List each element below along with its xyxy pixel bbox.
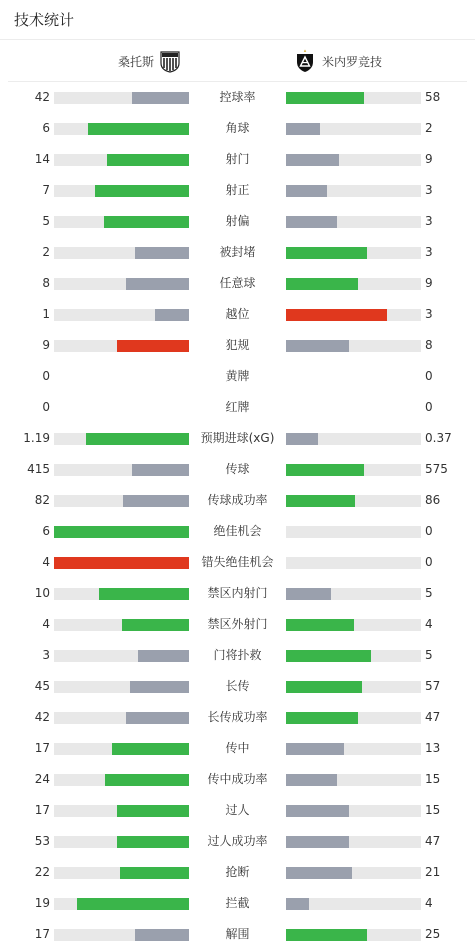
away-value: 4 [425, 617, 433, 631]
away-bar-fill [286, 309, 387, 321]
away-value: 0 [425, 369, 433, 383]
home-bar [54, 216, 189, 228]
away-value: 15 [425, 803, 441, 817]
away-value: 3 [425, 183, 433, 197]
away-value: 3 [425, 214, 433, 228]
away-bar [286, 681, 421, 693]
stat-label: 射正 [225, 183, 250, 197]
home-bar-fill [132, 92, 189, 104]
teams-row [8, 40, 467, 82]
away-bar [286, 433, 421, 445]
stat-row [0, 361, 475, 392]
home-bar [54, 154, 189, 166]
stat-row [0, 702, 475, 733]
stat-label: 传球 [225, 462, 250, 476]
stat-label: 传中成功率 [207, 772, 268, 786]
home-bar-fill [130, 681, 189, 693]
away-bar [286, 495, 421, 507]
away-bar-fill [286, 681, 362, 693]
home-bar [54, 464, 189, 476]
home-value: 17 [34, 741, 50, 755]
stat-label: 禁区内射门 [207, 586, 268, 600]
stat-label: 越位 [225, 307, 250, 321]
away-bar [286, 557, 421, 569]
away-bar [286, 185, 421, 197]
stat-row [0, 671, 475, 702]
away-bar-fill [286, 278, 358, 290]
away-value: 58 [425, 90, 441, 104]
stat-row [0, 857, 475, 888]
home-bar-fill [95, 185, 190, 197]
stat-row [0, 299, 475, 330]
stat-row [0, 516, 475, 547]
home-bar-fill [99, 588, 189, 600]
away-value: 0 [425, 555, 433, 569]
away-bar-fill [286, 433, 318, 445]
away-bar-fill [286, 588, 331, 600]
away-bar [286, 92, 421, 104]
home-value: 53 [34, 834, 50, 848]
home-value: 1 [42, 307, 50, 321]
home-value: 6 [42, 524, 50, 538]
stats-list [0, 82, 475, 950]
home-bar [54, 340, 189, 352]
home-bar [54, 743, 189, 755]
stat-label: 犯规 [225, 338, 250, 352]
stat-row [0, 485, 475, 516]
away-bar [286, 464, 421, 476]
stat-label: 长传 [225, 679, 250, 693]
away-value: 47 [425, 834, 441, 848]
stat-label: 被封堵 [219, 245, 256, 259]
away-bar-fill [286, 464, 364, 476]
stat-label: 长传成功率 [207, 710, 268, 724]
away-value: 4 [425, 896, 433, 910]
home-value: 6 [42, 121, 50, 135]
away-bar [286, 650, 421, 662]
home-bar-fill [112, 743, 189, 755]
stat-row [0, 733, 475, 764]
home-value: 10 [34, 586, 50, 600]
away-value: 21 [425, 865, 441, 879]
away-bar-fill [286, 247, 367, 259]
away-bar [286, 309, 421, 321]
away-bar-fill [286, 836, 349, 848]
home-bar-fill [107, 154, 189, 166]
away-bar [286, 929, 421, 941]
away-value: 57 [425, 679, 441, 693]
home-value: 7 [42, 183, 50, 197]
stat-row [0, 454, 475, 485]
home-bar [54, 309, 189, 321]
stat-label: 射门 [225, 152, 250, 166]
away-value: 13 [425, 741, 441, 755]
stat-row [0, 547, 475, 578]
home-bar [54, 92, 189, 104]
away-bar [286, 340, 421, 352]
home-bar [54, 123, 189, 135]
home-bar [54, 278, 189, 290]
away-bar [286, 743, 421, 755]
home-value: 0 [42, 369, 50, 383]
home-bar [54, 712, 189, 724]
away-bar-fill [286, 650, 371, 662]
home-value: 4 [42, 617, 50, 631]
stat-label: 预期进球(xG) [200, 431, 275, 445]
section-title: 技术统计 [14, 11, 75, 29]
away-bar-fill [286, 216, 337, 228]
stat-label: 射偏 [225, 214, 250, 228]
home-bar-fill [132, 464, 189, 476]
stat-row [0, 392, 475, 423]
home-value: 415 [27, 462, 50, 476]
home-value: 42 [34, 90, 50, 104]
away-value: 3 [425, 245, 433, 259]
stat-label: 传球成功率 [207, 493, 268, 507]
home-value: 9 [42, 338, 50, 352]
home-bar [54, 929, 189, 941]
away-bar-fill [286, 123, 320, 135]
home-bar [54, 805, 189, 817]
away-bar-fill [286, 185, 327, 197]
away-value: 0 [425, 400, 433, 414]
away-value: 0 [425, 524, 433, 538]
home-bar-fill [123, 495, 189, 507]
away-bar [286, 216, 421, 228]
stat-row [0, 237, 475, 268]
home-bar [54, 774, 189, 786]
stat-row [0, 795, 475, 826]
home-bar-fill [77, 898, 189, 910]
stat-label: 角球 [225, 121, 250, 135]
away-bar-fill [286, 340, 349, 352]
away-bar [286, 588, 421, 600]
stat-label: 门将扑救 [213, 648, 262, 662]
home-bar-fill [120, 867, 189, 879]
home-bar-fill [135, 929, 189, 941]
stat-row [0, 175, 475, 206]
stat-row [0, 268, 475, 299]
away-bar [286, 836, 421, 848]
stat-label: 过人成功率 [207, 834, 268, 848]
away-bar-fill [286, 898, 309, 910]
away-bar [286, 619, 421, 631]
home-value: 14 [34, 152, 50, 166]
home-bar-fill [54, 526, 189, 538]
home-value: 22 [34, 865, 50, 879]
away-bar-fill [286, 154, 339, 166]
stat-label: 抢断 [225, 865, 250, 879]
away-value: 5 [425, 648, 433, 662]
away-bar-fill [286, 929, 367, 941]
home-bar [54, 836, 189, 848]
stat-row [0, 888, 475, 919]
away-bar [286, 154, 421, 166]
home-value: 4 [42, 555, 50, 569]
home-bar-fill [135, 247, 189, 259]
home-value: 17 [34, 927, 50, 941]
away-value: 47 [425, 710, 441, 724]
away-value: 2 [425, 121, 433, 135]
stat-label: 任意球 [219, 276, 256, 290]
home-bar-fill [105, 774, 189, 786]
home-value: 1.19 [23, 431, 50, 445]
home-team[interactable] [118, 40, 181, 82]
stat-row [0, 144, 475, 175]
away-team-name: 米内罗竞技 [322, 54, 383, 69]
section-header [0, 0, 475, 40]
home-bar-fill [126, 712, 189, 724]
away-bar-fill [286, 867, 352, 879]
away-value: 0.37 [425, 431, 452, 445]
away-team[interactable] [294, 40, 382, 82]
stat-label: 传中 [225, 741, 250, 755]
away-bar-fill [286, 743, 344, 755]
home-bar [54, 526, 189, 538]
home-value: 24 [34, 772, 50, 786]
home-bar [54, 247, 189, 259]
home-value: 2 [42, 245, 50, 259]
home-value: 17 [34, 803, 50, 817]
atletico-mineiro-crest-icon [294, 49, 316, 73]
home-bar [54, 681, 189, 693]
away-bar-fill [286, 92, 364, 104]
away-bar-fill [286, 712, 358, 724]
stat-row [0, 423, 475, 454]
stat-row [0, 609, 475, 640]
home-bar [54, 557, 189, 569]
home-bar [54, 495, 189, 507]
stat-row [0, 113, 475, 144]
home-bar-fill [117, 836, 189, 848]
away-value: 5 [425, 586, 433, 600]
stat-row [0, 330, 475, 361]
away-bar-fill [286, 495, 355, 507]
away-value: 9 [425, 152, 433, 166]
away-bar-fill [286, 774, 337, 786]
away-bar [286, 805, 421, 817]
home-bar-fill [88, 123, 189, 135]
home-bar [54, 185, 189, 197]
stat-row [0, 82, 475, 113]
away-bar [286, 867, 421, 879]
stat-label: 控球率 [219, 90, 256, 104]
away-value: 9 [425, 276, 433, 290]
away-bar-fill [286, 805, 349, 817]
stat-label: 绝佳机会 [213, 524, 262, 538]
home-bar [54, 619, 189, 631]
away-value: 575 [425, 462, 448, 476]
away-value: 25 [425, 927, 441, 941]
stat-row [0, 826, 475, 857]
stat-label: 红牌 [225, 400, 250, 414]
home-value: 45 [34, 679, 50, 693]
home-bar [54, 898, 189, 910]
home-value: 19 [34, 896, 50, 910]
home-bar-fill [54, 557, 189, 569]
home-team-name: 桑托斯 [117, 54, 154, 69]
away-bar [286, 774, 421, 786]
home-bar [54, 867, 189, 879]
home-bar-fill [138, 650, 189, 662]
home-bar [54, 433, 189, 445]
home-value: 8 [42, 276, 50, 290]
stat-label: 错失绝佳机会 [201, 555, 274, 569]
away-bar-fill [286, 619, 354, 631]
stat-label: 禁区外射门 [207, 617, 268, 631]
home-value: 42 [34, 710, 50, 724]
stat-label: 黄牌 [225, 369, 250, 383]
stat-row [0, 919, 475, 950]
home-bar-fill [86, 433, 189, 445]
away-value: 8 [425, 338, 433, 352]
home-bar-fill [155, 309, 189, 321]
stat-row [0, 578, 475, 609]
stat-label: 拦截 [225, 896, 250, 910]
away-value: 3 [425, 307, 433, 321]
away-bar [286, 712, 421, 724]
home-bar [54, 588, 189, 600]
home-value: 0 [42, 400, 50, 414]
home-value: 3 [42, 648, 50, 662]
home-value: 5 [42, 214, 50, 228]
away-bar [286, 898, 421, 910]
stat-label: 过人 [225, 803, 250, 817]
away-value: 86 [425, 493, 441, 507]
stat-row [0, 764, 475, 795]
home-bar-fill [117, 805, 189, 817]
away-value: 15 [425, 772, 441, 786]
away-bar [286, 123, 421, 135]
home-bar-fill [126, 278, 189, 290]
home-bar-fill [122, 619, 190, 631]
santos-crest-icon [159, 49, 181, 73]
stat-row [0, 640, 475, 671]
home-bar-fill [104, 216, 189, 228]
stat-label: 解围 [225, 927, 250, 941]
stat-row [0, 206, 475, 237]
away-bar [286, 247, 421, 259]
home-value: 82 [34, 493, 50, 507]
away-bar [286, 278, 421, 290]
away-bar [286, 526, 421, 538]
home-bar-fill [117, 340, 189, 352]
home-bar [54, 650, 189, 662]
